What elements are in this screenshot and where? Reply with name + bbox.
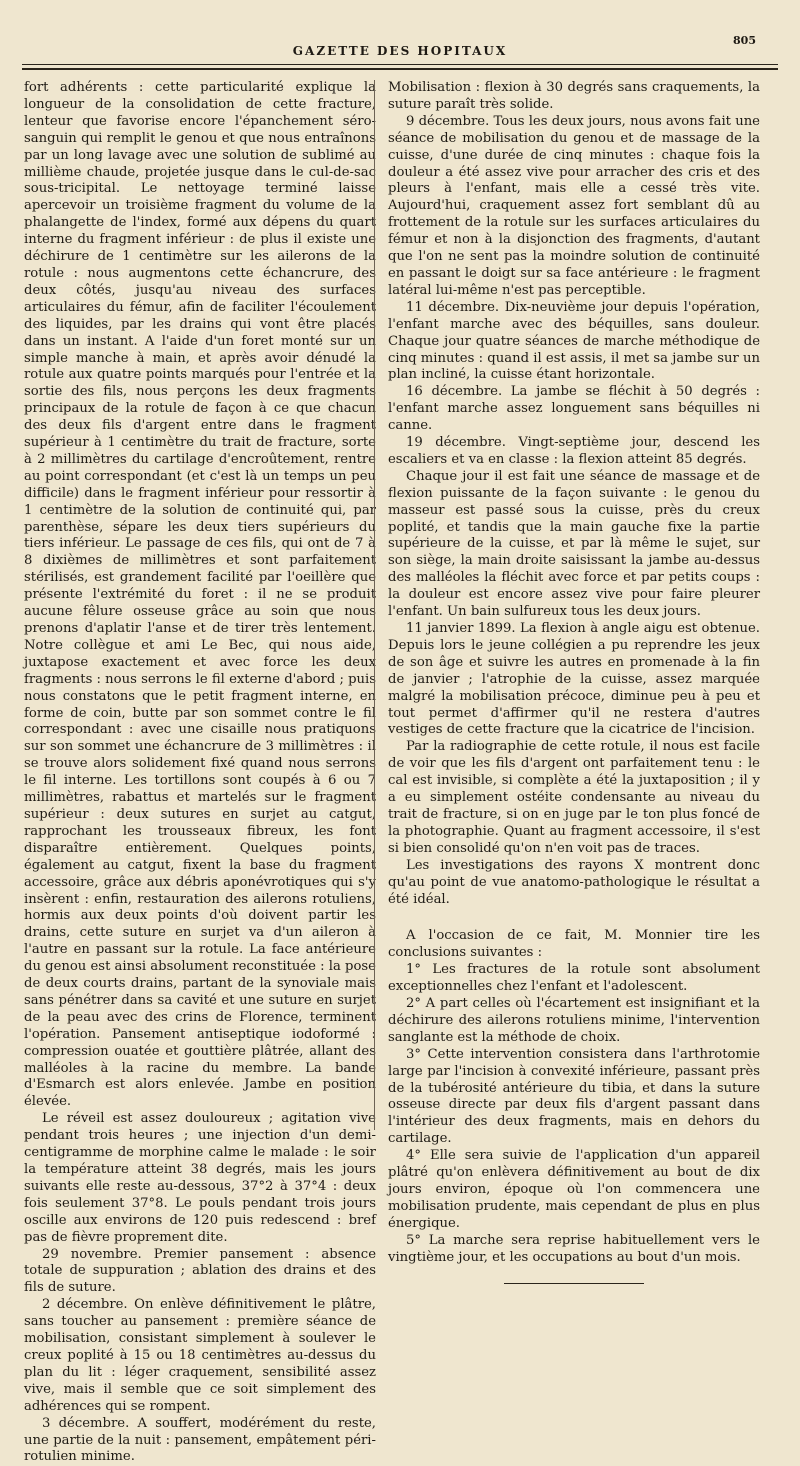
paragraph: Le réveil est assez douloureux ; agitation vive pendant trois heures ; une injection d'un demi-centigramme de morphine calme le malade : le soir la température atteint 38 degrés, mais les jours suivants elle reste au-dessous, 37°2 à 37°4 : deux fois seulement 37°8. Le pouls pendant trois jours oscille aux environs de 120 puis redescend : bref pas de fièvre proprement dite. [24, 1111, 376, 1245]
paragraph: Par la radiographie de cette rotule, il nous est facile de voir que les fils d'argent ont parfaitement tenu : le cal est invisible, si complète a été la juxtaposition ; il y a eu simplement ostéite condensante au niveau du trait de fracture, si on en juge par le ton plus foncé de la photographie. Quant au fragment accessoire, il s'est si bien consolidé qu'on n'en voit pas de traces. [388, 739, 760, 856]
paragraph: 19 décembre. Vingt-septième jour, descend les escaliers et va en classe : la flexion atteint 85 degrés. [388, 435, 760, 467]
conclusion-item: 2° A part celles où l'écartement est insignifiant et la déchirure des ailerons rotuliens minime, l'intervention sanglante est la méthode de choix. [388, 996, 760, 1045]
conclusion-item: 5° La marche sera reprise habituellement vers le vingtième jour, et les occupations au bout d'un mois. [388, 1232, 760, 1265]
paragraph: Les investigations des rayons X montrent donc qu'au point de vue anatomo-pathologique le résultat a été idéal. [388, 857, 760, 907]
conclusion-item: 4° Elle sera suivie de l'application d'un appareil plâtré qu'on enlèvera définitivement au bout de dix jours environ, époque où l'on commencera une mobilisation prudente, mais cependant de plus en plus énergique. [388, 1148, 760, 1231]
column-divider [374, 80, 375, 1130]
section-gap [388, 908, 760, 928]
conclusions-intro: A l'occasion de ce fait, M. Monnier tire les conclusions suivantes : [388, 928, 760, 961]
paragraph: 11 décembre. Dix-neuvième jour depuis l'opération, l'enfant marche avec des béquilles, sans douleur. Chaque jour quatre séances de marche méthodique de cinq minutes : quand il est assis, il met sa jambe sur un plan incliné, la cuisse étant horizontale. [388, 299, 760, 383]
paragraph: 11 janvier 1899. La flexion à angle aigu est obtenue. Depuis lors le jeune collégien a pu reprendre les jeux de son âge et suivre les autres en promenade à la fin de janvier ; l'atrophie de la cuisse, assez marquée malgré la mobilisation précoce, diminue peu à peu et tout permet d'affirmer qu'il ne restera d'autres vestiges de cette fracture que la cicatrice de l'incision. [388, 621, 760, 738]
header-rule-thick [22, 68, 778, 70]
paragraph: fort adhérents : cette particularité explique la longueur de la consolidation de cette fracture, lenteur que favorise encore l'épanchement séro-sanguin qui remplit le genou et que nous entraînons par un long lavage avec une solution de sublimé au millième chaude, projetée jusque dans le cul-de-sac sous-tricipital. Le nettoyage terminé laisse apercevoir un troisième fragment du volume de la phalangette de l'index, formé aux dépens du quart interne du fragment inférieur : de plus il existe une déchirure de 1 centimètre sur les ailerons de la rotule : nous augmentons cette échancrure, des deux côtés, jusqu'au niveau des surfaces articulaires du fémur, afin de faciliter l'écoulement des liquides, par les drains qui vont être placés dans un instant. A l'aide d'un foret monté sur un simple manche à main, et après avoir dénudé la rotule aux quatre points marqués pour l'entrée et la sortie des fils, nous perçons les deux fragments principaux de la rotule de façon à ce que chacun des deux fils d'argent entre dans le fragment supérieur à 1 centimètre du trait de fracture, sorte à 2 millimètres du cartilage d'encroûtement, rentre au point correspondant (et c'est là un temps un peu difficile) dans le fragment inférieur pour ressortir à 1 centimètre de la solution de continuité qui, par parenthèse, sépare les deux tiers supérieurs du tiers inférieur. Le passage de ces fils, qui ont de 7 à 8 dixièmes de millimètres et sont parfaitement stérilisés, est grandement facilité par l'oeillère que présente l'extrémité du foret : il ne se produit aucune fêlure osseuse grâce au soin que nous prenons d'aplatir l'anse et de tirer très lentement. Notre collègue et ami Le Bec, qui nous aide, juxtapose exactement et avec force les deux fragments : nous serrons le fil externe d'abord ; puis nous constatons que le petit fragment interne, en forme de coin, butte par son sommet contre le fil correspondant : avec une cisaille nous pratiquons sur son sommet une échancrure de 3 millimètres : il se trouve alors solidement fixé quand nous serrons le fil interne. Les tortillons sont coupés à 6 ou 7 millimètres, rabattus et martelés sur le fragment supérieur : deux sutures en surjet au catgut, rapprochant les trousseaux fibreux, les font disparaître entièrement. Quelques points, également au catgut, fixent la base du fragment accessoire, grâce aux débris aponévrotiques qui s'y insèrent : enfin, restauration des ailerons rotuliens, hormis aux deux points d'où doivent partir les drains, cette suture en surjet va d'un aileron à l'autre en passant sur la rotule. La face antérieure du genou est ainsi absolument reconstituée : la pose de deux courts drains, partant de la synoviale mais sans pénétrer dans sa cavité et une suture en surjet de la peau avec des crins de Florence, terminent l'opération. Pansement antiseptique iodoformé : compression ouatée et gouttière plâtrée, allant des malléoles à la racine du membre. La bande d'Esmarch est alors enlevée. Jambe en position élevée. [24, 80, 377, 1110]
paragraph: 2 décembre. On enlève définitivement le plâtre, sans toucher au pansement : première séance de mobilisation, consistant simplement à soulever le creux poplité à 15 ou 18 centimètres au-dessus du plan du lit : léger craquement, sensibilité assez vive, mais il semble que ce soit simplement des adhérences qui se rompent. [24, 1297, 376, 1414]
right-column [388, 80, 760, 1284]
left-column [24, 80, 376, 1466]
paragraph: 3 décembre. A souffert, modérément du reste, une partie de la nuit : pansement, empâtement péri-rotulien minime. [24, 1415, 376, 1465]
page-number: 805 [733, 34, 756, 47]
paragraph: 9 décembre. Tous les deux jours, nous avons fait une séance de mobilisation du genou et de massage de la cuisse, d'une durée de cinq minutes : chaque fois la douleur a été assez vive pour arracher des cris et des pleurs à l'enfant, mais elle a cessé très vite. Aujourd'hui, craquement assez fort semblant dû au frottement de la rotule sur les surfaces articulaires du fémur et non à la disjonction des fragments, d'autant que l'on ne sent pas la moindre solution de continuité en passant le doigt sur sa face antérieure : le fragment latéral lui-même n'est pas perceptible. [388, 113, 760, 298]
conclusion-item: 1° Les fractures de la rotule sont absolument exceptionnelles chez l'enfant et l'adolescent. [388, 962, 760, 995]
end-rule [504, 1283, 644, 1284]
header-rule [22, 64, 778, 65]
paragraph: 16 décembre. La jambe se fléchit à 50 degrés : l'enfant marche assez longuement sans béquilles ni canne. [388, 384, 760, 434]
paragraph: Mobilisation : flexion à 30 degrés sans craquements, la suture paraît très solide. [388, 80, 760, 112]
journal-title: GAZETTE DES HOPITAUX [292, 44, 508, 58]
conclusion-item: 3° Cette intervention consistera dans l'arthrotomie large par l'incision à convexité inférieure, passant près de la tubérosité antérieure du tibia, et dans la suture osseuse directe par deux fils d'argent passant dans l'intérieur des deux fragments, mais en dehors du cartilage. [388, 1046, 760, 1147]
paragraph: 29 novembre. Premier pansement : absence totale de suppuration ; ablation des drains et des fils de suture. [24, 1246, 376, 1296]
paragraph: Chaque jour il est fait une séance de massage et de flexion puissante de la façon suivante : le genou du masseur est passé sous la cuisse, près du creux poplité, et tandis que la main gauche fixe la partie supérieure de la cuisse, et par là même le sujet, sur son siège, la main droite saisissant la jambe au-dessus des malléoles la fléchit avec force et par petits coups : la douleur est encore assez vive pour faire pleurer l'enfant. Un bain sulfureux tous les deux jours. [388, 468, 760, 620]
